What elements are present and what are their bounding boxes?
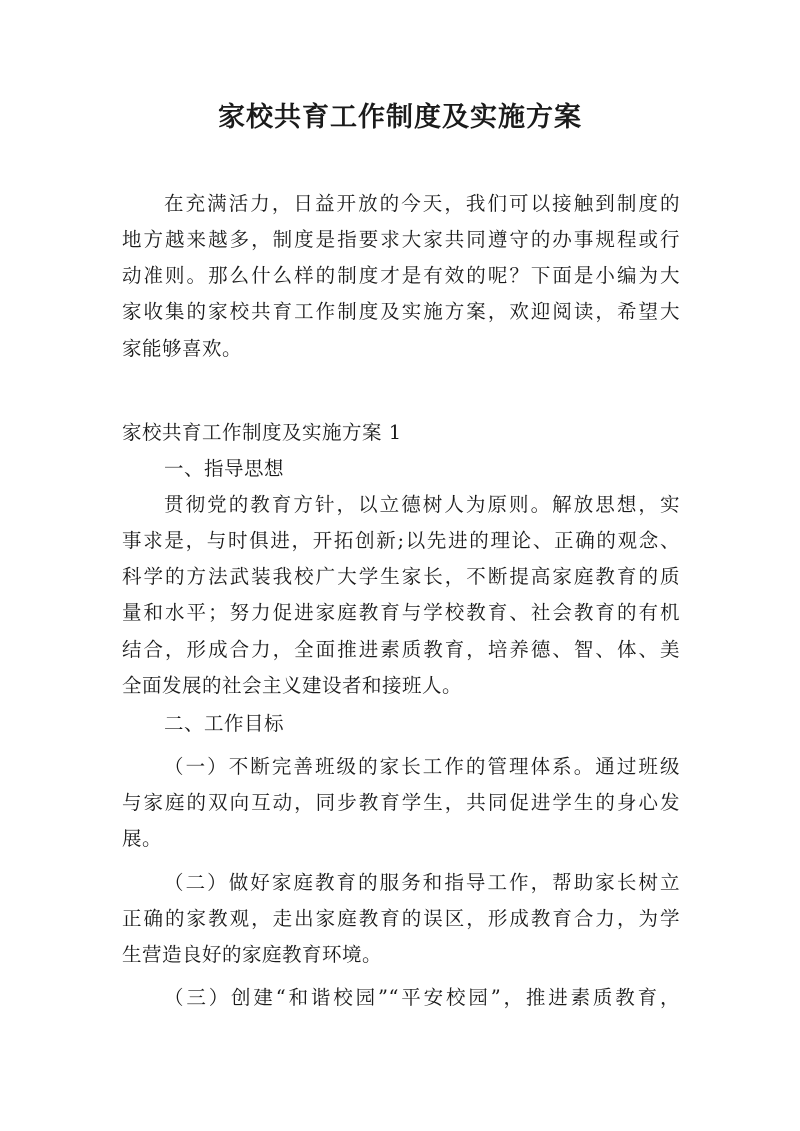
goal-line: 生营造良好的家庭教育环境。 xyxy=(122,943,383,966)
intro-line: 地方越来越多，制度是指要求大家共同遵守的办事规程或行 xyxy=(122,228,680,251)
paragraph-line: 科学的方法武装我校广大学生家长，不断提高家庭教育的质 xyxy=(122,565,680,588)
paragraph-line: 结合，形成合力，全面推进素质教育，培养德、智、体、美 xyxy=(122,638,680,661)
goal-line: 与家庭的双向互动，同步教育学生，共同促进学生的身心发 xyxy=(122,791,680,814)
intro-line: 家收集的家校共育工作制度及实施方案，欢迎阅读，希望大 xyxy=(122,300,680,323)
paragraph-line: 事求是，与时俱进，开拓创新;以先进的理论、正确的观念、 xyxy=(122,529,680,552)
section-title: 家校共育工作制度及实施方案 1 xyxy=(122,421,402,444)
goal-line: （二）做好家庭教育的服务和指导工作，帮助家长树立 xyxy=(164,871,680,894)
intro-line: 动准则。那么什么样的制度才是有效的呢？下面是小编为大 xyxy=(122,264,680,287)
goal-line: （三）创建“和谐校园”“平安校园”，推进素质教育， xyxy=(164,986,680,1009)
paragraph-line: 量和水平；努力促进家庭教育与学校教育、社会教育的有机 xyxy=(122,601,680,624)
heading-guiding-ideology: 一、指导思想 xyxy=(164,457,285,480)
paragraph-line: 全面发展的社会主义建设者和接班人。 xyxy=(122,674,463,697)
goal-line: 展。 xyxy=(122,827,163,850)
document-title: 家校共育工作制度及实施方案 xyxy=(218,102,582,133)
intro-line: 家能够喜欢。 xyxy=(122,337,243,360)
goal-line: （一）不断完善班级的家长工作的管理体系。通过班级 xyxy=(164,755,680,778)
heading-work-goals: 二、工作目标 xyxy=(164,712,285,735)
intro-line: 在充满活力，日益开放的今天，我们可以接触到制度的 xyxy=(164,192,680,215)
goal-line: 正确的家教观，走出家庭教育的误区，形成教育合力，为学 xyxy=(122,907,680,930)
paragraph-line: 贯彻党的教育方针，以立德树人为原则。解放思想，实 xyxy=(164,493,680,516)
